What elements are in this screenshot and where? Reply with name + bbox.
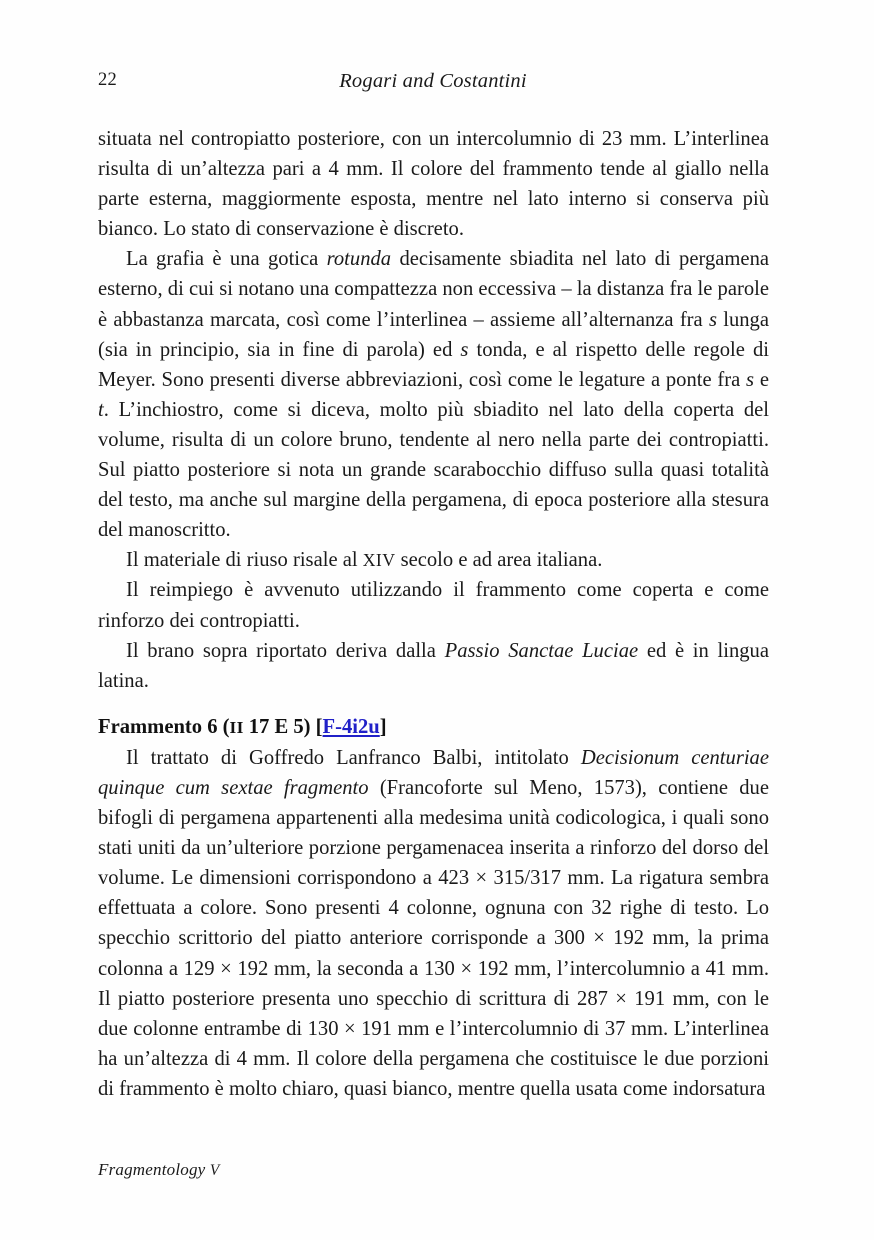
- shelfmark-roman-numeral: II: [229, 717, 244, 737]
- small-caps-century: XIV: [362, 550, 396, 571]
- paragraph-source-text: [98, 636, 769, 696]
- text-run: Il brano sopra riportato deriva dalla: [126, 639, 445, 662]
- text-run: tonda, e al rispetto delle regole di Meyer. Sono presenti diverse abbreviazioni, così come le legature a ponte fra: [98, 338, 769, 391]
- heading-bracket-open: ) [: [303, 715, 323, 738]
- italic-letter-s: s: [746, 368, 755, 391]
- italic-letter-s: s: [708, 308, 717, 331]
- text-run: La grafia è una gotica: [126, 248, 327, 271]
- text-run: lunga (sia in principio, sia in fine di parola) ed: [98, 308, 769, 361]
- text-run: e: [754, 368, 769, 391]
- text-run: (Francoforte sul Meno, 1573), contiene due bifogli di pergamena appartenenti alla medesima unità codicologica, i quali sono stati uniti da un’ulteriore porzione pergamenacea inserita a rinforzo del dorso del volume. Le dimensioni corrispondono a 423 × 315/317 mm. La rigatura sembra effettuata a colore. Sono presenti 4 colonne, ognuna con 32 righe di testo. Lo specchio scrittorio del piatto anteriore corrisponde a 300 × 192 mm, la prima colonna a 129 × 192 mm, la seconda a 130 × 192 mm, l’intercolumnio a 41 mm. Il piatto posteriore presenta uno specchio di scrittura di 287 × 191 mm, con le due colonne entrambe di 130 × 191 mm e l’intercolumnio di 37 mm. L’interlinea ha un’altezza di 4 mm. Il colore della pergamena che costituisce le due porzioni di frammento è molto chiaro, quasi bianco, mentre quella usata come indorsatura: [98, 776, 769, 1100]
- shelfmark-rest: 17 E 5: [243, 715, 304, 738]
- journal-volume: V: [209, 1162, 220, 1179]
- heading-label: Frammento 6 (: [98, 715, 230, 738]
- paragraph-material-dating: [98, 545, 769, 575]
- paragraph-fragment-6-description: [98, 743, 769, 1104]
- italic-term-rotunda: rotunda: [326, 248, 392, 271]
- page-number: 22: [98, 70, 118, 90]
- paragraph-continuation: [98, 124, 769, 244]
- italic-work-title: Passio Sanctae Luciae: [444, 639, 639, 662]
- running-head-title: Rogari and Costantini: [339, 70, 527, 92]
- journal-name: Fragmentology: [98, 1160, 210, 1179]
- italic-book-title: Decisionum centuriae quinque cum sextae fragmento: [98, 746, 769, 799]
- text-run: ed è in lingua latina.: [98, 639, 769, 692]
- text-run: secolo e ad area italiana.: [395, 549, 603, 572]
- text-run: Il materiale di riuso risale al: [126, 549, 363, 572]
- text-run: . L’inchiostro, come si diceva, molto più sbiadito nel lato della coperta del volume, risulta di un colore bruno, tendente al nero nella parte dei contropiatti. Sul piatto posteriore si nota un grande scarabocchio diffuso sulla quasi totalità del testo, ma anche sul margine della pergamena, di epoca posteriore alla stesura del manoscritto.: [98, 398, 769, 542]
- running-header: [98, 70, 768, 96]
- main-text-block: [98, 124, 769, 1104]
- heading-bracket-close: ]: [379, 715, 387, 738]
- fragment-permalink-link[interactable]: F-4i2u: [322, 715, 380, 738]
- paragraph-reuse: [98, 575, 769, 635]
- text-run: Il trattato di Goffredo Lanfranco Balbi, intitolato: [126, 746, 581, 769]
- paragraph-text: Il reimpiego è avvenuto utilizzando il frammento come coperta e come rinforzo dei contropiatti.: [98, 579, 769, 632]
- italic-letter-t: t: [98, 398, 104, 421]
- page-footer: [98, 1160, 220, 1180]
- paragraph-script-description: [98, 244, 769, 545]
- text-run: decisamente sbiadita nel lato di pergamena esterno, di cui si notano una compattezza non eccessiva – la distanza fra le parole è abbastanza marcata, così come l’interlinea – assieme all’alternanza fra: [98, 248, 769, 331]
- italic-letter-s: s: [460, 338, 469, 361]
- section-heading-fragment-6: [98, 696, 769, 743]
- paragraph-text: situata nel contropiatto posteriore, con un intercolumnio di 23 mm. L’interlinea risulta di un’altezza pari a 4 mm. Il colore del frammento tende al giallo nella parte esterna, maggiormente esposta, mentre nel lato interno si conserva più bianco. Lo stato di conservazione è discreto.: [98, 128, 769, 241]
